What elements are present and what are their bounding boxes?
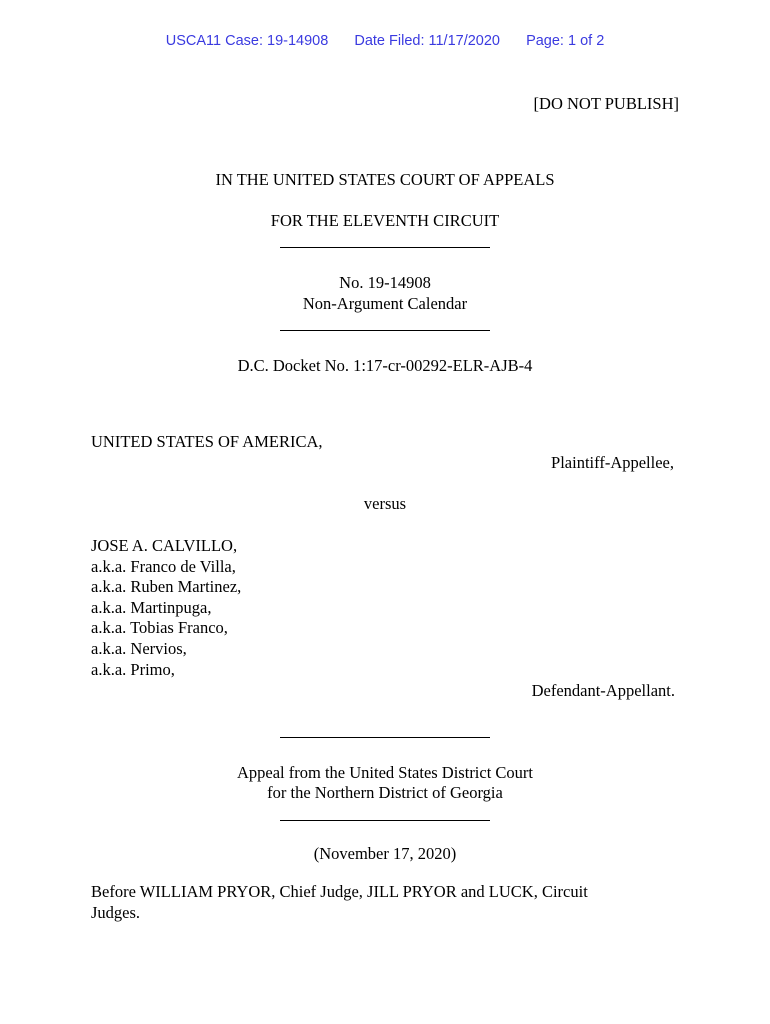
divider-rule	[280, 330, 490, 331]
date-filed-header: Date Filed: 11/17/2020	[354, 33, 500, 49]
divider-rule	[280, 820, 490, 821]
plaintiff-role: Plaintiff-Appellee,	[551, 453, 674, 472]
defendant-line: a.k.a. Martinpuga,	[91, 597, 212, 617]
calendar-type: Non-Argument Calendar	[302, 294, 468, 313]
defendant-line: a.k.a. Ruben Martinez,	[91, 577, 242, 597]
district-name: for the Northern District of Georgia	[267, 783, 503, 802]
defendant-line: JOSE A. CALVILLO,	[91, 536, 238, 555]
panel-line-2: Judges.	[91, 903, 141, 922]
defendant-line: a.k.a. Primo,	[91, 659, 175, 679]
defendant-line: a.k.a. Tobias Franco,	[91, 618, 228, 638]
case-number-header: USCA11 Case: 19-14908	[165, 33, 329, 49]
defendant-line: a.k.a. Franco de Villa,	[91, 556, 236, 576]
divider-rule	[280, 737, 490, 738]
versus-label: versus	[363, 494, 407, 513]
panel-line-1: Before WILLIAM PRYOR, Chief Judge, JILL PRYOR and LUCK, Circuit	[91, 882, 588, 901]
defendant-names	[91, 536, 241, 680]
case-number: No. 19-14908	[339, 273, 431, 292]
plaintiff-name: UNITED STATES OF AMERICA,	[91, 432, 323, 451]
circuit-name: FOR THE ELEVENTH CIRCUIT	[270, 211, 500, 230]
defendant-role: Defendant-Appellant.	[531, 681, 675, 700]
page-count-header: Page: 1 of 2	[526, 33, 605, 49]
defendant-line: a.k.a. Nervios,	[91, 638, 187, 658]
court-name: IN THE UNITED STATES COURT OF APPEALS	[215, 170, 555, 189]
docket-number: D.C. Docket No. 1:17-cr-00292-ELR-AJB-4	[237, 356, 533, 375]
filing-header	[0, 33, 770, 49]
appeal-from: Appeal from the United States District Court	[236, 763, 534, 782]
publish-note: [DO NOT PUBLISH]	[533, 94, 679, 113]
divider-rule	[280, 247, 490, 248]
decision-date: (November 17, 2020)	[313, 844, 457, 863]
